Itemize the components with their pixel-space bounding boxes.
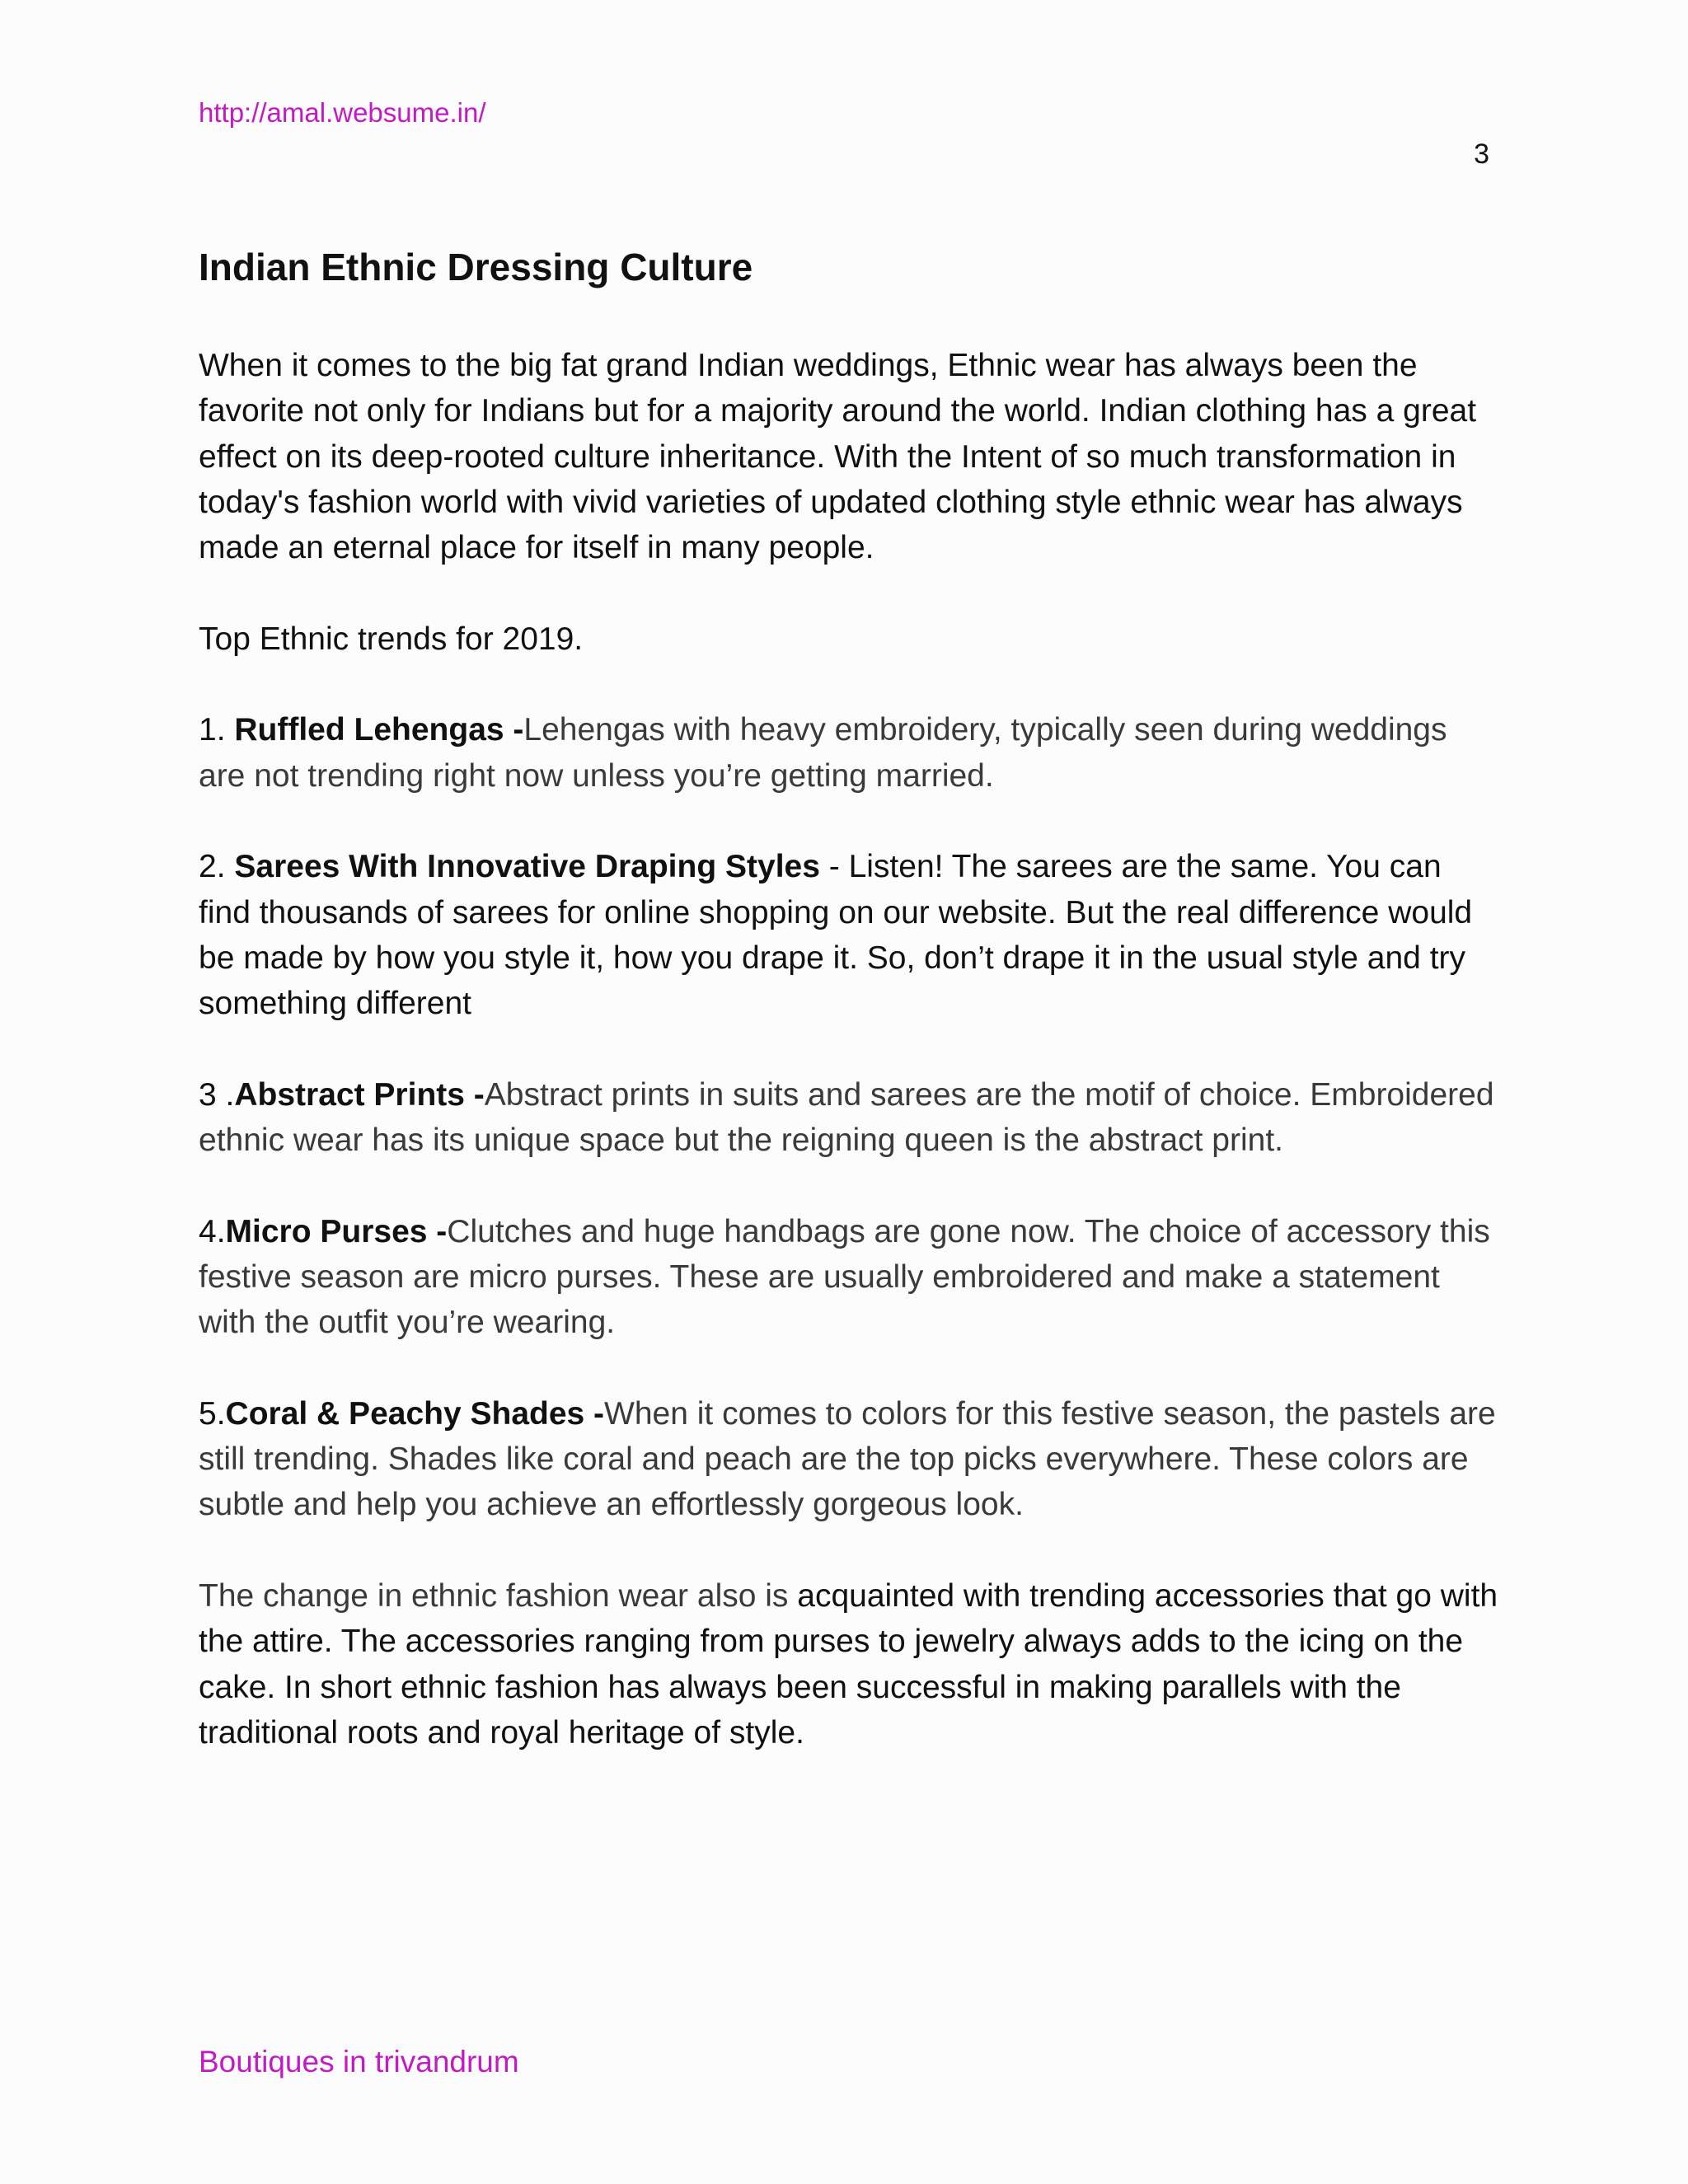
trend-name: Sarees With Innovative Draping Styles — [234, 849, 820, 885]
trend-item-2 — [199, 844, 1501, 1026]
trend-number: 2. — [199, 849, 235, 885]
trend-item-1 — [199, 707, 1501, 799]
trend-name: Coral & Peachy Shades - — [225, 1395, 605, 1432]
trend-number: 5. — [199, 1395, 226, 1432]
page-number: 3 — [1474, 138, 1489, 170]
trend-name: Micro Purses - — [225, 1213, 448, 1249]
closing-lead-text: The change in ethnic fashion wear also is — [199, 1578, 798, 1615]
intro-paragraph: When it comes to the big fat grand Indian weddings, Ethnic wear has always been the favorite not only for Indians but for a majority around the world. Indian clothing has a great effect on its deep-rooted culture inheritance. With the Intent of so much transformation in today's fashion world with vivid varieties of updated clothing style ethnic wear has always made an eternal place for itself in many people. — [199, 348, 1477, 566]
trend-name: Abstract Prints - — [234, 1076, 485, 1113]
footer-boutiques-link[interactable]: Boutiques in trivandrum — [199, 2045, 519, 2079]
trend-number: 3 . — [199, 1076, 235, 1113]
header-url-link[interactable]: http://amal.websume.in/ — [199, 97, 486, 128]
trend-text: When it comes to colors for this festive season, the pastels are still trending. Shades like coral and peach are the top picks everywhere. These colors are subtle and help you achieve an effortlessly gorgeous look. — [199, 1395, 1496, 1523]
trend-item-5 — [199, 1391, 1501, 1528]
trends-heading: Top Ethnic trends for 2019. — [199, 621, 584, 657]
closing-paragraph — [199, 1573, 1501, 1755]
trend-number: 1. — [199, 712, 235, 748]
trend-text: - Listen! The sarees are the same. You can find thousands of sarees for online shopping on our website. But the real difference would be made by how you style it, how you drape it. So, don’t drape it in the usual style and try something different — [199, 849, 1473, 1022]
trend-text: Clutches and huge handbags are gone now. The choice of accessory this festive season are micro purses. These are usually embroidered and make a statement with the outfit you’re wearing. — [199, 1213, 1490, 1341]
trend-text: Lehengas with heavy embroidery, typically seen during weddings are not trending right now unless you’re getting married. — [199, 712, 1447, 794]
trend-number: 4. — [199, 1213, 226, 1249]
article-body — [199, 241, 1501, 1802]
trend-name: Ruffled Lehengas - — [234, 712, 524, 748]
trend-item-4 — [199, 1209, 1501, 1346]
trend-text: Abstract prints in suits and sarees are the motif of choice. Embroidered ethnic wear has its unique space but the reigning queen is the abstract print. — [199, 1076, 1494, 1159]
trend-item-3 — [199, 1072, 1501, 1164]
article-title: Indian Ethnic Dressing Culture — [199, 246, 753, 288]
closing-text: acquainted with trending accessories that go with the attire. The accessories ranging from purses to jewelry always adds to the icing on the cake. In short ethnic fashion has always been successful in making parallels with the traditional roots and royal heritage of style. — [199, 1578, 1498, 1750]
